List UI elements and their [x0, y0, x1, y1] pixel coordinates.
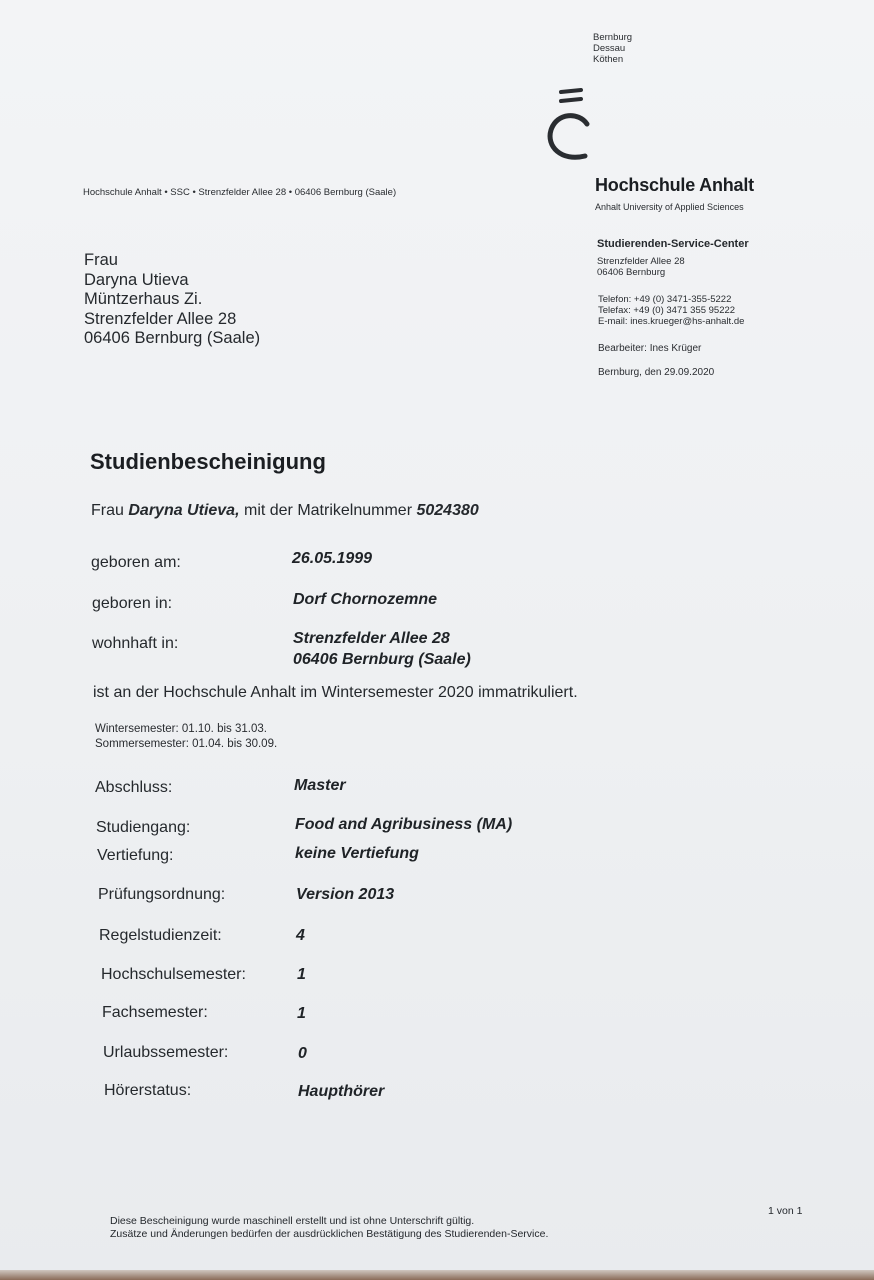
institution-name: Hochschule Anhalt [595, 175, 754, 195]
specialization-value: keine Vertiefung [295, 845, 419, 862]
recipient-building: Müntzerhaus Zi. [84, 290, 203, 308]
summer-semester-period: Sommersemester: 01.04. bis 30.09. [95, 738, 278, 750]
institution-subtitle: Anhalt University of Applied Sciences [595, 202, 744, 212]
sender-return-address: Hochschule Anhalt • SSC • Strenzfelder Allee 28 • 06406 Bernburg (Saale) [83, 187, 397, 198]
office-fax: Telefax: +49 (0) 3471 355 95222 [598, 305, 736, 316]
birthdate-value: 26.05.1999 [292, 550, 373, 567]
university-semester-label: Hochschulsemester: [101, 966, 246, 983]
intro-middle: mit der Matrikelnummer [243, 502, 413, 519]
degree-value: Master [294, 777, 346, 794]
semester-periods [95, 722, 277, 752]
enrollment-statement: ist an der Hochschule Anhalt im Wintersemester 2020 immatrikuliert. [93, 684, 578, 701]
footer-notes [110, 1215, 548, 1241]
table-edge [0, 1270, 874, 1280]
birthplace-label: geboren in: [92, 595, 173, 612]
program-label: Studiengang: [96, 819, 191, 836]
standard-duration-value: 4 [296, 927, 305, 944]
university-semester-value: 1 [297, 966, 306, 983]
office-street: Strenzfelder Allee 28 [597, 256, 685, 267]
recipient-salutation: Frau [84, 251, 118, 269]
specialization-label: Vertiefung: [97, 847, 174, 864]
exam-regulation-label: Prüfungsordnung: [98, 886, 226, 903]
birthplace-value: Dorf Chornozemne [293, 591, 437, 608]
document-title: Studienbescheinigung [90, 449, 326, 474]
residence-street: Strenzfelder Allee 28 [293, 630, 450, 647]
birthdate-label: geboren am: [91, 554, 181, 571]
recipient-street: Strenzfelder Allee 28 [84, 309, 237, 328]
subject-semester-label: Fachsemester: [102, 1004, 208, 1021]
footer-note-machine-generated: Diese Bescheinigung wurde maschinell erstellt und ist ohne Unterschrift gültig. [110, 1215, 475, 1227]
campus-locations [593, 32, 632, 65]
footer-note-amendments: Zusätze und Änderungen bedürfen der ausdrücklichen Bestätigung des Studierenden-Service. [110, 1228, 549, 1240]
subject-semester-value: 1 [297, 1005, 306, 1022]
letter-date: Bernburg, den 29.09.2020 [598, 367, 715, 378]
recipient-name: Daryna Utieva [84, 270, 189, 289]
residence-label: wohnhaft in: [92, 635, 179, 652]
residence-city: 06406 Bernburg (Saale) [293, 651, 471, 668]
degree-label: Abschluss: [95, 779, 173, 796]
exam-regulation-value: Version 2013 [296, 886, 395, 903]
office-phone: Telefon: +49 (0) 3471-355-5222 [598, 294, 732, 305]
standard-duration-label: Regelstudienzeit: [99, 927, 222, 944]
intro-prefix: Frau [91, 502, 124, 519]
location-dessau: Dessau [593, 43, 626, 54]
office-contact [598, 294, 744, 327]
office-email: E-mail: ines.krueger@hs-anhalt.de [598, 316, 745, 327]
student-status-label: Hörerstatus: [104, 1082, 192, 1099]
location-koethen: Köthen [593, 54, 624, 65]
winter-semester-period: Wintersemester: 01.10. bis 31.03. [95, 723, 267, 735]
location-bernburg: Bernburg [593, 32, 633, 43]
program-value: Food and Agribusiness (MA) [295, 816, 513, 833]
office-city: 06406 Bernburg [597, 267, 666, 278]
matrikel-number: 5024380 [416, 502, 479, 519]
university-logo-icon [541, 84, 593, 164]
recipient-address [84, 251, 260, 349]
student-name: Daryna Utieva, [128, 502, 240, 519]
leave-semester-value: 0 [298, 1045, 307, 1062]
intro-line [91, 502, 479, 520]
recipient-city: 06406 Bernburg (Saale) [84, 329, 261, 347]
leave-semester-label: Urlaubssemester: [103, 1044, 229, 1061]
editor-name: Bearbeiter: Ines Krüger [598, 343, 702, 354]
student-status-value: Haupthörer [298, 1083, 385, 1100]
page-number: 1 von 1 [768, 1205, 803, 1217]
office-title: Studierenden-Service-Center [597, 238, 749, 250]
office-address [597, 256, 685, 278]
